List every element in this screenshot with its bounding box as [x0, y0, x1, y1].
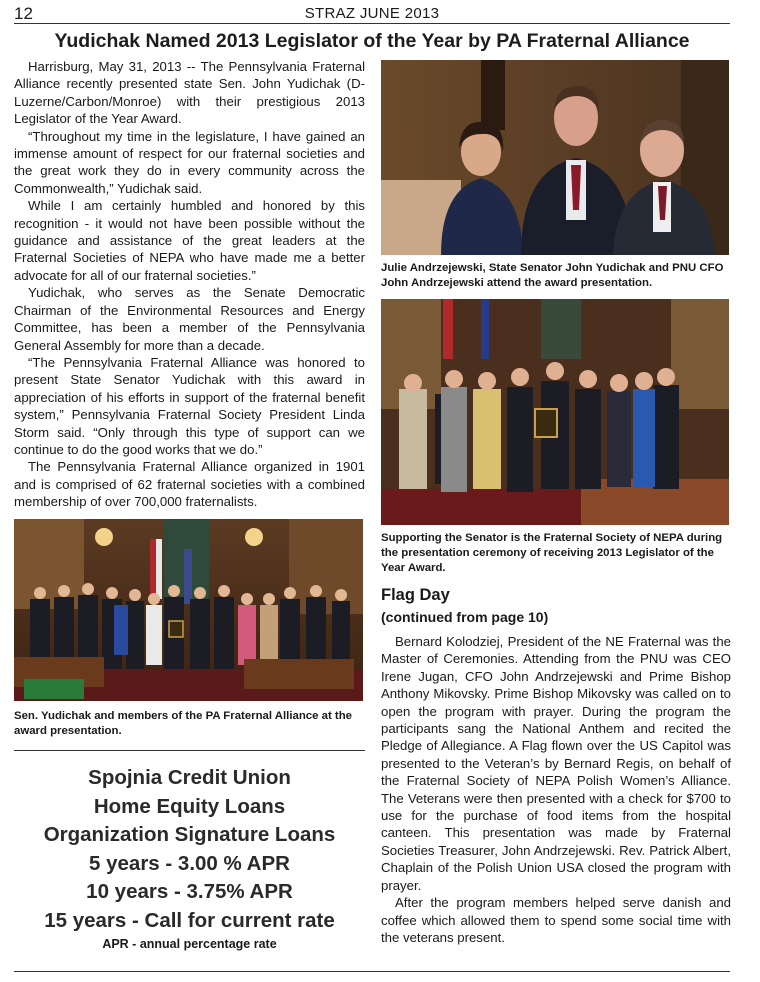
ad-line: 10 years - 3.75% APR [86, 880, 293, 903]
article-paragraph: The Pennsylvania Fraternal Alliance organized in 1901 and is comprised of 62 fraternal societies with a combined membership of over 700,000 fraternalists. [14, 459, 365, 510]
left-column [14, 58, 365, 739]
group-photo-caption: Sen. Yudichak and members of the PA Fraternal Alliance at the award presentation. [14, 709, 353, 737]
article-paragraph: “The Pennsylvania Fraternal Alliance was honored to present State Senator Yudichak with this award in appreciation of his efforts in support of the fraternal benefit system,” Pennsylvania Fraternal Society President Linda Storm said. “Only through this type of support can we continue to do the good works that we do.” [14, 354, 365, 457]
group-photo [14, 519, 363, 701]
article-paragraph: “Throughout my time in the legislature, I have gained an immense amount of respect for our fraternal societies and the great work they do in every community across the Commonwealth,” Yudichak said. [14, 128, 365, 196]
trio-photo-caption: Julie Andrzejewski, State Senator John Yudichak and PNU CFO John Andrzejewski attend the award presentation. [381, 262, 724, 289]
ad-line: Organization Signature Loans [43, 823, 336, 846]
article-paragraph: While I am certainly humbled and honored by this recognition - it would not have been possible without the guidance and assistance of the great leaders at the Fraternal Societies of NEPA who have made me a better advocate for all of our fraternal societies.” [14, 198, 365, 283]
flag-day-paragraph: Bernard Kolodziej, President of the NE Fraternal was the Master of Ceremonies. Attending from the PNU was CEO Irene Jugan, CFO John Andrzejewski and Prime Bishop Anthony Mikovsky. Prime Bishop Mikovsky was called on to open the program with prayer. During the program the participants sang the National Anthem and recited the Pledge of Allegiance. A Flag flown over the US Capitol was presented to the Veteran’s by Bernard Regis, on behalf of the Fraternal Society of NEPA Polish Women’s Alliance. The Veterans were then presented with a check for $700 to use for the purchase of food items from the hospital canteen. This presentation was made by Fraternal Societies Treasurer, John Andrzejewski. Rev. Patrick Albert, Chaplain of the Polish Union USA closed the program with prayer. [381, 634, 731, 893]
article-body [14, 58, 365, 511]
ad-line: 15 years - Call for current rate [44, 908, 335, 932]
credit-union-ad [14, 764, 365, 951]
publication-title: STRAZ JUNE 2013 [304, 5, 440, 22]
page-number: 12 [14, 4, 33, 23]
senator-group-photo [381, 299, 729, 525]
ad-line: Spojnia Credit Union [88, 766, 291, 789]
article-headline: Yudichak Named 2013 Legislator of the Year by PA Fraternal Alliance [54, 30, 690, 52]
trio-photo [381, 60, 729, 255]
page-bottom-rule [14, 971, 730, 972]
senator-photo-caption: Supporting the Senator is the Fraternal Society of NEPA during the presentation ceremony of receiving 2013 Legislator of the Year Award. [381, 532, 723, 574]
right-column [381, 58, 731, 946]
ad-divider [14, 750, 365, 751]
page-header [14, 4, 730, 24]
flag-day-title: Flag Day [381, 586, 450, 604]
article-paragraph: Yudichak, who serves as the Senate Democratic Chairman of the Environmental Resources and Energy Committee, has been a member of the Pennsylvania General Assembly for more than a decade. [14, 285, 365, 353]
ad-footnote: APR - annual percentage rate [102, 937, 277, 951]
flag-day-body [381, 633, 731, 946]
flag-day-paragraph: After the program members helped serve danish and coffee which allowed them to spend some social time with the veterans present. [381, 895, 731, 945]
article-paragraph: Harrisburg, May 31, 2013 -- The Pennsylvania Fraternal Alliance recently presented state Sen. John Yudichak (D-Luzerne/Carbon/Monroe) with their prestigious 2013 Legislator of the Year Award. [14, 59, 365, 127]
ad-line: Home Equity Loans [93, 794, 286, 818]
flag-day-subtitle: (continued from page 10) [381, 609, 549, 625]
ad-line: 5 years - 3.00 % APR [89, 851, 290, 875]
